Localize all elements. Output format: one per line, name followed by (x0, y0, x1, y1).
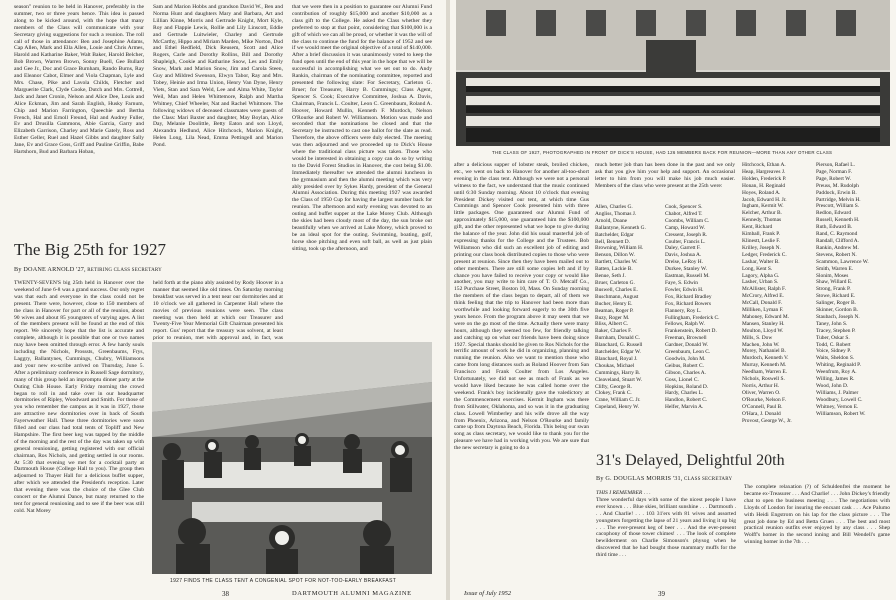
issue-line: Issue of July 1952 (464, 590, 512, 597)
members-list-b: Cook, Spencer S. Chabot, Alfred T. Coombs, William C. Camp, Howard W. Cressent, Joseph R. Coulter, Francis L. Daley, Garrett F. Davis, Joshua A. Drelse, LeRoy H. Durkee, Stanley W. Eastman, Russell M. Faye, S. Edwin Fowler, Edwin H. Fox, Richard Bradley Fox, Richard Bowers Flannery, Roy L. Fullingham, Frederick C. Fellows, Ralph W. Frankenstein, Robert D. Freeman, Brownell Gardner, Donald W. Greenbaum, Leon C. Goodwin, John M. Geibus, Robert C. Gibson, Charles A. Goss, Lionel C. Hopkins, Roland D. Hardy, Charles L. Handlon, Robert C. Helfer, Marvin A. (665, 204, 720, 411)
second-article-title: 31's Delayed, Delightful 20th (596, 452, 785, 469)
column-thanks: much better job than has been done in the past and we only ask that you give him your help and support. An occasional letter to him from you will make his job much easier. Members of the class who were present at the 25th were: (595, 162, 735, 189)
remember-heading: THIS I REMEMBER . . . (596, 490, 651, 496)
column-meeting: that we were then in a position to guarantee our Alumni Fund contribution of roughly $15,000 and another $10,000 as a class gift to the College. He asked the Class whether they preferred to stop at that point, considering that $100,000 is a gift of which we can all be proud, or whether it was the will of the class to continue the fund for the balance of 1952 and see if we would meet the original objective of a total of $140,000. After a brief discussion it was unanimously voted to keep the fund open until the end of this year in the hope that we will be successful in accomplishing what we set out to do. Andy Rankin, chairman of the nominating committee, reported and presented the following slate: For Secretary, Carleton G. Bruer; for Treasurer, Harry B. Cummings; Class Agent, Spencer S. Cook; Executive Committee, Joshua A. Davis, Chairman, Francis L. Coulter, Leon C. Greenbaum, Roland A. Hoover, Howard Mullin, Kenneth F. Murdoch, Nelson O'Rourke and Robert W. Williamson. Motion was made and seconded that the nominations be closed and that the Secretary be instructed to cast one ballot for the slate as read. Therefore, the above officers were duly elected. The meeting was then adjourned and we proceeded up to Dick's House where the traditional class picture was taken. Those who would be interested in obtaining a copy can do so by writing to the David Forest Studios in Hanover, the cost being $1.00. Immediately thereafter we attended the alumni luncheon in the gymnasium and then the alumni meeting which was very ably presided over by Sykes Hardy, president of the General Alumni Association. During this meeting 1927 was awarded the Class of 1950 Cup for having the largest number back for reunion. The afternoon and early evening was devoted to an outing and buffet supper at the Lake Morey Club. Although the skies had been cloudy most of the day, the sun broke out beautifully when we arrived at Lake Morey, which proved to be an ideal spot for the outing. Swimming, boating, golf, horse shoe pitching and even soft ball, as well as just plain sitting, took up the afternoon, and (292, 4, 432, 252)
class-photo-caption: THE CLASS OF 1927, PHOTOGRAPHED IN FRONT OF DICK'S HOUSE, HAD 126 MEMBERS BACK FOR REUNION—MORE THAN ANY OTHER CLASS (492, 150, 833, 155)
remember-column-1: THIS I REMEMBER . . . Three wonderful days with some of the nicest people I have ever known . . . Blue skies, brilliant sunshine . . . Dartmouth . . . And Charlie! . . . 103 31'ers with 81 wives and assorted youngsters forgetting the lapse of 21 years and living it up big . . . The ever-present keg of beer . . . And the ever-present cacophony of those tower chimes! . . . The look of complete bewilderment on Charlie Simonson's physog when he discovered that he had bought those mammary muffs for the third time . . . (596, 490, 736, 559)
byline: By DOANE ARNOLD '27, RETIRING CLASS SECRETARY (14, 266, 162, 273)
breakfast-tent-image (152, 342, 432, 574)
members-list-d: Pierson, Rafael L. Page, Norman F. Page, Robert W. Preuss, M. Rudolph Paddock, Erwin B. Partridge, Melvin H. Prescott, William S. Redlon, Edward Russell, Kenneth H. Ruth, Edward B. Rand, C. Raymond Randall, Clifford A. Rankin, Andrew M. Stevens, Robert N. Scammon, Lawrence W. Smith, Warren E. Slonim, Moses Shaw, Willard E. Strong, Frank P. Stowe, Richard E. Salinger, Roger B. Skinner, Gordon B. Staubach, Joseph N. Taney, John S. Tracey, Stephen P. Tuber, Oskar S. Todd, C. Robert Voice, Sidney P. Waits, Sheldon S. Whiting, Reginald P. Weenfrum, Roy A. Willing, James R. Wood, John D. Williams, J. Palmer Woodbury, Lowell C. Whitney, Vernon E. Williamson, Robert W. (816, 162, 869, 417)
right-page (450, 0, 896, 600)
breakfast-tent-photo (152, 342, 432, 574)
column-opening: TWENTY-SEVEN'S big 25th held in Hanover over the weekend of June 6-8 was a grand success. Our only regret was that each and everyone in the class could not be present. There were, however, close to 150 members of the class in Hanover for part or all of the reunion, about 90 wives and about 85 youngsters of varying ages. A list of the members present will be found at the end of this report. We sincerely hope that the list is accurate and complete, although it is possible that one or two names may have been omitted through error. A few hardy souls including the Nichols, Prosssts, Greenbaums, Frys, Laggry, Ballantynes, Cummings, Chubry, Williamsons and your new ex-scribe arrived on Thursday, June 5. After a preliminary conference in Russell Sage dormitory, many of this group held an impromptu dinner party at the Outing Club House. Early Friday morning the crowd began to roll in and take over in our headquarter dormitories of Ripley, Woodward and Smith. For those of you who remember the campus as it was in 1927, those are attractive new dormitories over in back of South Fayerweather Hall. These three dormitories were soon filled and our class had total tents of Topliff and New Hampshire. The first beer keg was tapped by the middle of the morning and the rest of the day was taken up with general reunioning, getting registered with our official chairman, Ros Nichols, and getting settled in our rooms. At 5:30 that evening we met for a cocktail party at Dartmouth House (College Hall to you). The group then adjourned to Thayer Hall for a delicious buffet supper, after which we attended the President's reception. Later that evening there was the choice of the Glee Club concert or the Alumni Dance, but many returned to the tent for general reunioning and to see if the beer was still cold. Nat Morey (14, 280, 145, 514)
magazine-footer: DARTMOUTH ALUMNI MAGAZINE (292, 590, 412, 597)
page-number: 38 (222, 590, 229, 598)
column-saturday: held forth at the piano ably assisted by Rody Hoover in a manner that seemed like old times. On Saturday morning breakfast was served in a tent near our dormitories and at 10 o'clock we all gathered in Carpenter Hall where the movies of previous reunions were seen. The class meeting was then held at which our Treasurer and Twenty-Five Year Memorial Gift Chairman presented his report. Gus' report that the treasury was solvent, at least prior to reunion, met with approval and, in fact, was (153, 280, 283, 342)
class-of-1927-image (456, 0, 890, 146)
left-page (0, 0, 446, 600)
column-farewell: after a delicious supper of lobster steak, broiled chicken, etc., we went on back to Hanover for another all-too-short evening in the class tent. Although we were not a personal witness to the fact, we understand that the music continued until 6:30 Sunday morning. About 10 o'clock that evening President Dickey visited our tent, at which time Gus Cummings and Spencer Cook presented him with three little packages. One guaranteed our Alumni Fund of approximately $15,000, one guaranteed him the $100,000 gift, and the other represented what we hope to give during the balance of the year. John did his usual masterful job of expressing thanks for the College and the Trustees. Bob Williamson who did such an excellent job of editing and printing our class book distributed copies to those who were present at reunion. Since then they have been mailed out to other members. There are still some copies left and if by chance you have failed to receive your copy or would like another, you may write to him care of T. O. Metcalf Co., 152 Purchase Street, Boston 10, Mass. On Sunday morning the members of the class began to depart, all of them we think feeling that the trip to Hanover had been more than worthwhile and looking forward eagerly to the 30th five years hence. From the program above it may seem that we were on the go most of the time. Actually there were many hours, although they seemed too few, for friendly talking and catching up on what our friends have been doing since 1927. Special thanks should be given to Ros Nichols for the terrific amount of work he did in organizing, planning and running the reunion. Also we want to mention those who came from long distances such as Roland Hoover from San Francisco and Frank Coulter from Los Angeles. Unfortunately, we did not see as much of Frank as we would have liked because he was called home over the weekend. Frank's boy incidentally gave the valedictory at the Commencement exercises. Kermit Ingham was there from Stillwater, Oklahoma, and so was it in the graduating class. Lowell Wimberley and his wife drove all the way from Phoenix, Arizona, and Nelson O'Rourke and family came up from Daytona Beach, Florida. This being our swan song as class secretary, we would like to thank you for the pleasure we have had in working with you. We are sure that the new secretary is going to do a (454, 162, 589, 452)
second-byline: By G. DOUGLAS MORRIS '31, CLASS SECRETARY (596, 475, 733, 482)
members-list-c: Hitchcock, Ethan A. Heap, Hargreaves J. Holden, Frederick P. Honan, H. Reginald Hoyes, Roland A. Jacob, Edward H. Jr. Ingham, Kermit W. Kelcher, Arthur B. Kennedy, Thomas Kent, Richard Kimball, Frank P. Klinestt, Leslie F. Krilley, Joseph N. Ledger, Frederick C. Lashar, Walter B. Long, Kent S. Lagory, Alpha G. Lasher, Urban S. McAllister, Ralph F. McCrory, Alfred E. McCall, Donald F. Milliken, Lyman F. Mahoney, Edward M. Mansen, Stanley H. Moulton, Lloyd W. Mills, S. Dow Machen, John W. Morey, Nathaniel B. Murdoch, Kenneth V. Murray, Kenneth M. Needham, Warren E. Nichols, Roswell S. Norris, Arthur H. Oliver, Warren O. O'Rourke, Nelson F. O'Connell, Paul B. O'Hara, J. Donald Provost, George W., Jr. (742, 162, 792, 424)
column-roll-call: season" reunion to be held in Hanover, preferably in the summer, two or three years hence. This idea is passed along to be kicked around, with the hope that many members of the Class will communicate with your Secretary giving suggestions for such a reunion. The roll call of those in attendance: Ben and Josephine Adams, Cap Allen, Mark and Ella Allen, Louie and Chris Armes, Harold and Katharine Baker, Walt Baker, Harold Belcher, Bob Brown, Warren Brown, Sonny Buell, Gee Bullard and Gee Jr., Doc and Grace Burnham, Rando Burns, Ray and Eleanor Cabot, Elmer and Viola Chapman, Lyle and Mrs. Chase, Pike and Lavola Childs, Fletcher and Marguerite Clark, Clyde Cooke, Dutch and Mrs. Cottrell, Jack and Janet Cronin, Nelson and Alice Dee, Louis and Alice Eckman, Jim and Sarah English, Husky Farnum, Chip and Marion Farrington, Queechie and Bertha French, Hal and Ernoll Freund, Hal and Audrey Fuller, Ev and Drusilla Gammons, Abie Garcia, Garry and Elizabeth Garrison, Charley and Marie Gately, Ross and Esther Geller, Ruel and Hazel Gibbs and daughter Sally Jane, Ev and Grace Goss, Griff and Pauline Griffin, Babe Hartshorn, Bud and Barbara Hoban, (14, 4, 144, 156)
column-roll-call-continued: Sam and Marion Hobbs and grandson David W., Ben and Norma Hunt and daughters Mary and Barbara, Art and Lillian Kinne, Morris and Gertrude Knight, Mort Kyle, Roy and Flappie Lewis, Rollie and Lily Linscott, Eddie and Gertrude Luitwieler, Charley and Gertrude McCarthy, Hippo and Miriam Marden, Mike Norton, Dud and Ethel Redfield, Dick Reusem, Scott and Alice Rogers, Carle and Dorothy Rollins, Bill and Dorothy Shapleigh, Cookie and Katharine Snow, Les and Emily Snow, Mark and Marion Snow, Jim and Carola Steen, Guy and Mildred Swenson, Elwyn Tabor, Ray and Mrs. Tobey, Heinie and Irma Union, Henry Van Dyne, Henry Viets, Stan and Sara Weld, Lee and Alma White, Taylor Weil, Man and Helen Whittemore, Ralph and Martha Whitney, Chief Wheeler, Nat and Rachel Whitmore. The following widows of deceased classmates were guests of the Class: Mari Baxter and daughter, May Boylan, Alice Day, Melanie Doolittle, Betty Eaton and son Lloyd, Alexandra Hedlund, Alice Hitchcock, Marion Knight, Helen Long, Lila Nead, Emma Pettingell and Marion Pond. (153, 4, 283, 149)
page-number-right: 39 (658, 590, 665, 598)
class-photo (456, 0, 890, 146)
members-list-a: Allen, Charles G. Angliss, Thomas J. Arnold, Doane Ballantyne, Kenneth G. Batchelder, Edgar Bell, Bennett D. Browning, William H. Benson, Dillon W. Bartlett, Charles W. Batten, Lackie B. Benue, Seth J. Bruer, Carleton G. Buswell, Charles E. Buschmann, August Bucher, Henry E. Beaman, Roger P. Buzy, Roger M. Bliss, Albert C. Baker, Charles F. Burnham, Donald C. Blanchard, G. Russell Batchelder, Edgar W. Blanchard, Royal J. Choukas, Michael Cummings, Harry B. Cleaveland, Stuart W. Clifty, George R. Clokey, Frank C. Crane, William C. Jr. Copeland, Henry W. (595, 204, 646, 411)
remember-column-2: The complete relaxation (?) of Schuldenfrei the moment he became ex-Treasurer . . . And Charlie! . . . John Dickey's friendly chat to open the business meeting . . . The negotiations with Lloyds of London for insuring the encsant cask . . . Ace Palumo with Heidi Engstrom on his lap for the class picture . . . The great job done by Ed and Betta Gruen . . . The best and most practical reunion outfits ever enjoyed by any class . . . Shep Wolff's homer in the second inning and Bill Wendell's game winning homer in the 7th . . . (744, 484, 890, 546)
article-title: The Big 25th for 1927 (14, 240, 167, 259)
photo-caption: 1927 FINDS THE CLASS TENT A CONGENIAL SPOT FOR NOT-TOO-EARLY BREAKFAST (170, 578, 397, 584)
